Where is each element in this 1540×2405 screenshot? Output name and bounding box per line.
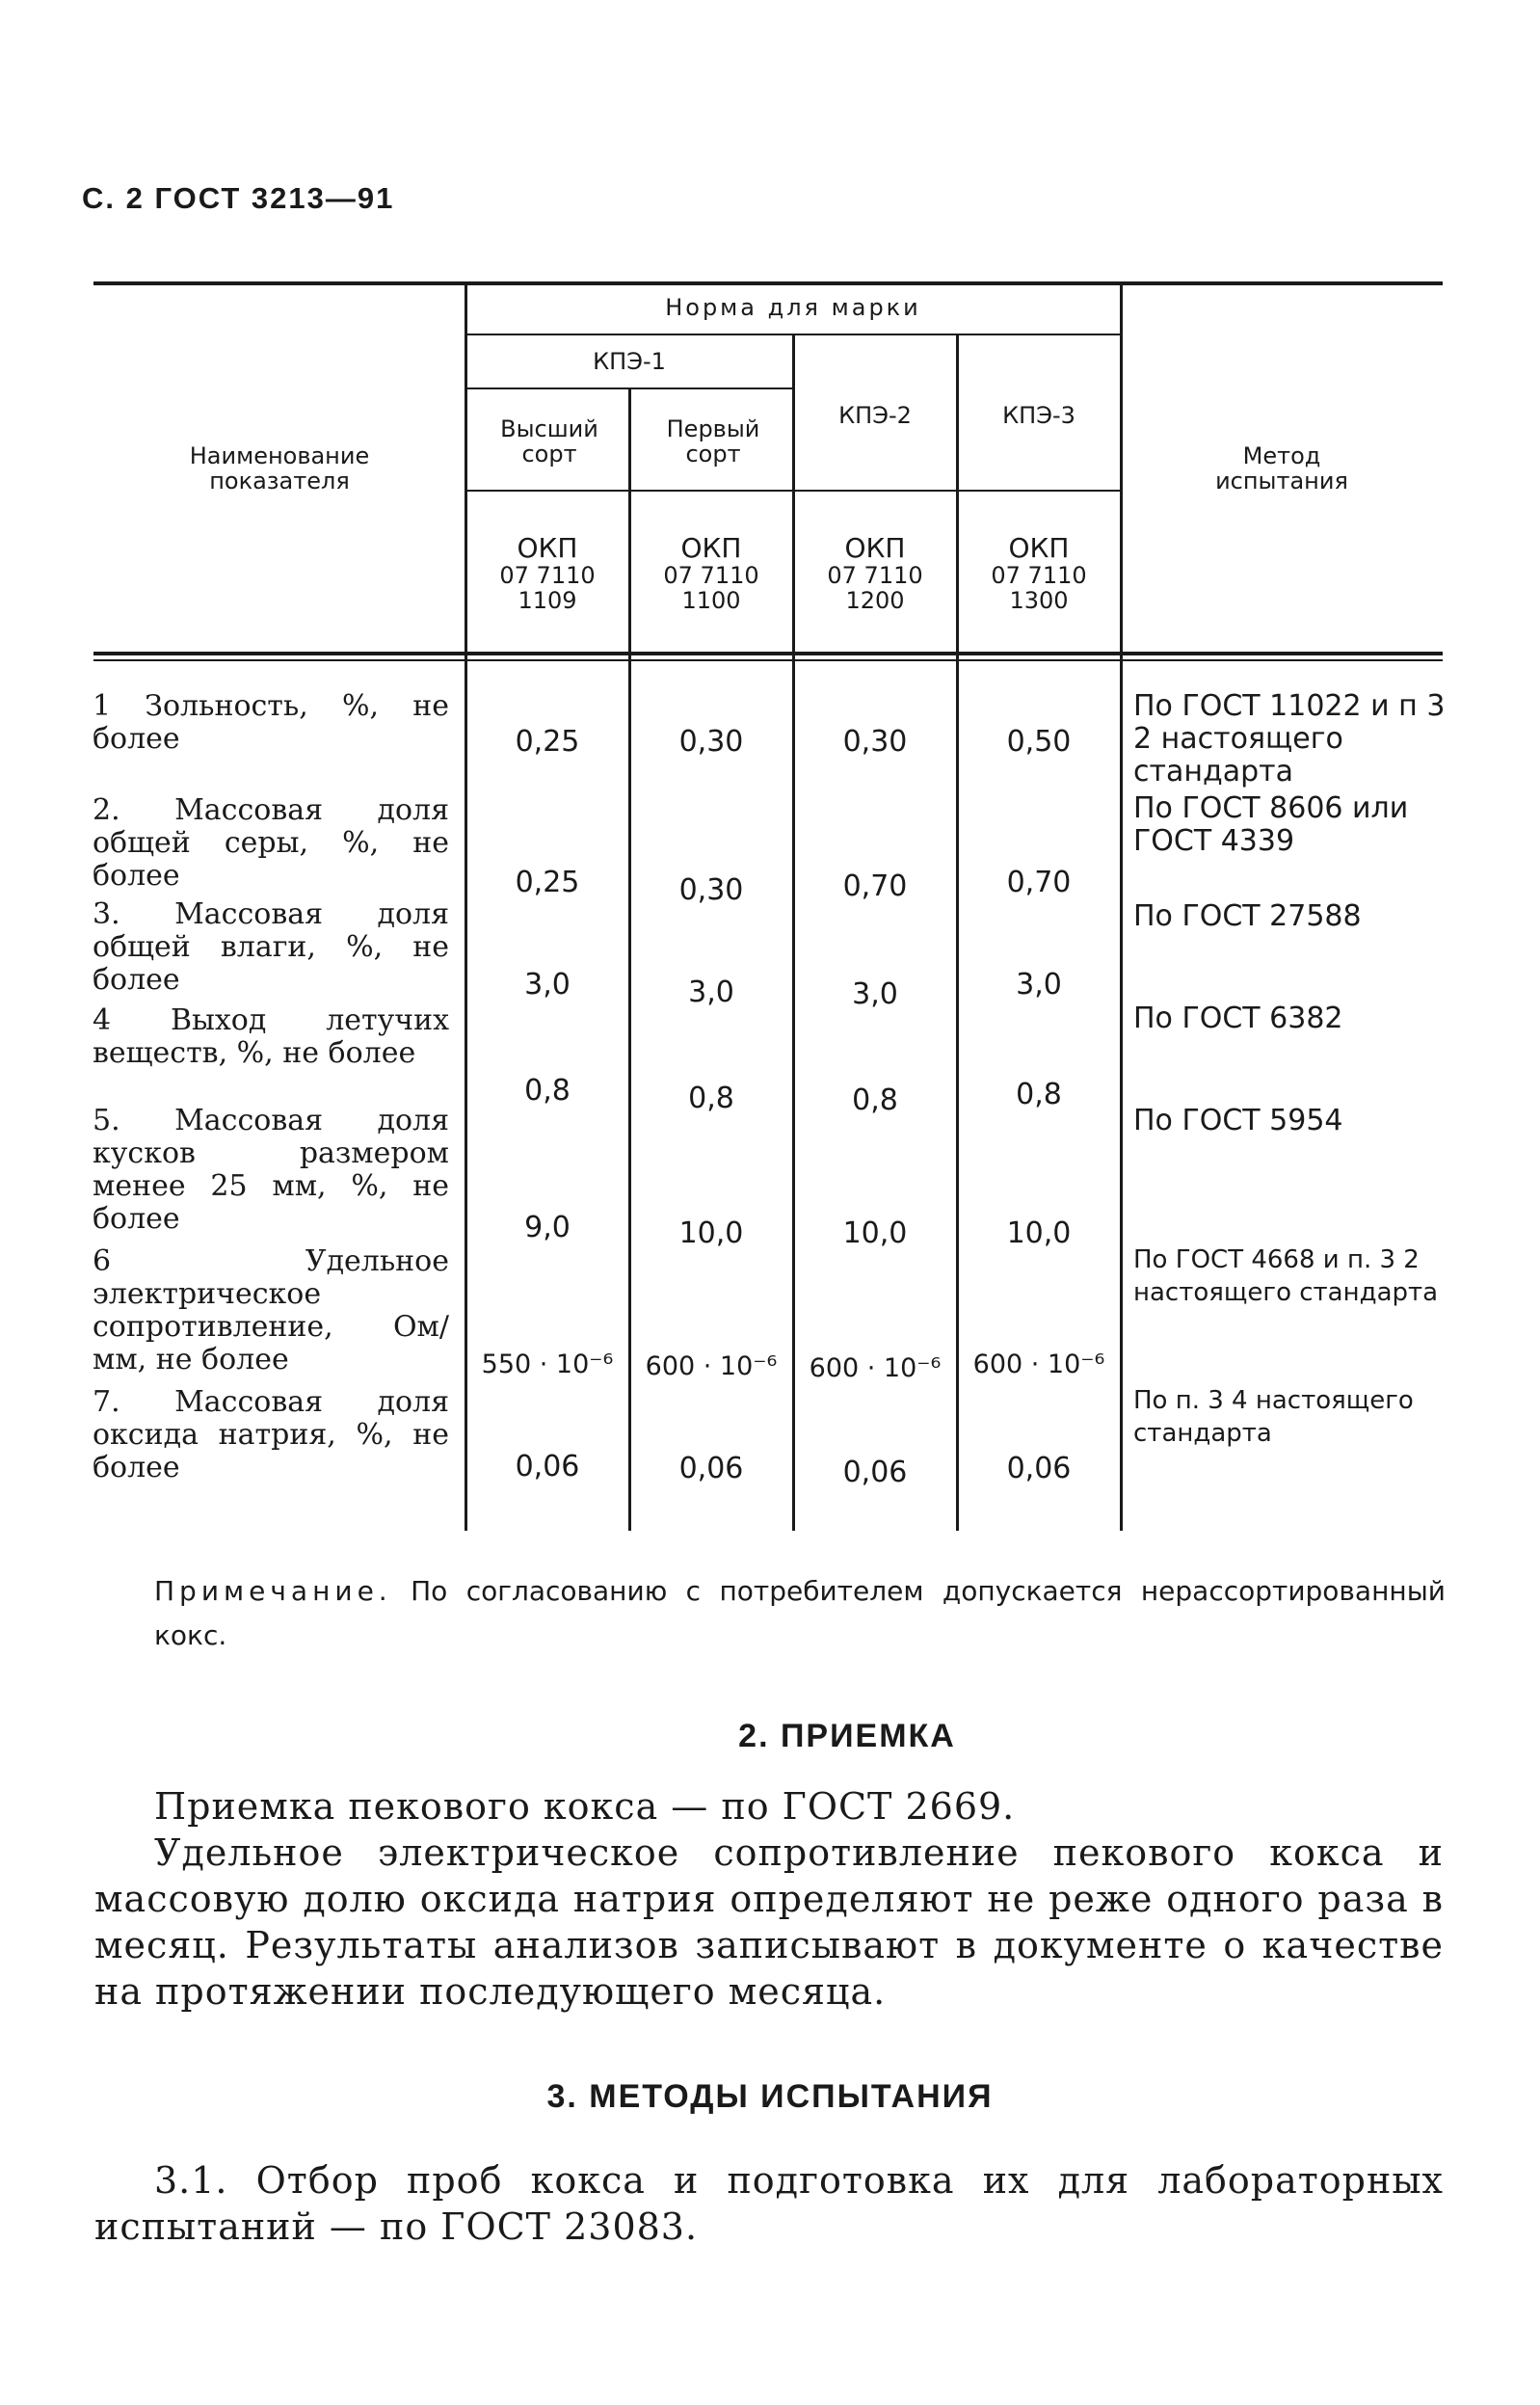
value-cell: 10,0 [678, 1216, 744, 1250]
note-text: По согласованию с потребителем допускается нерассортированный кокс. [154, 1575, 1446, 1651]
value-cell: 10,0 [842, 1216, 908, 1250]
value-cell: 0,70 [1006, 866, 1072, 899]
method-cell: По ГОСТ 6382 [1133, 1002, 1343, 1035]
value-cell: 0,30 [678, 873, 744, 907]
value-cell: 0,8 [852, 1083, 898, 1117]
paragraph: Удельное электрическое сопротивление пекового кокса и массовую долю оксида натрия определяют не реже одного раза в месяц. Результаты анализов записывают в документе о качестве на протяжении последующего месяца. [94, 1831, 1444, 2013]
indicator-name: 2. Массовая доля общей серы, %, не более [93, 793, 449, 893]
col-divider-1 [465, 285, 467, 1531]
value-cell: 0,06 [1006, 1452, 1072, 1485]
value-cell: 0,30 [678, 725, 744, 759]
indicator-name: 5. Массовая доля кусков размером менее 25 мм, %, не более [93, 1104, 449, 1236]
table-top-rule [93, 281, 1443, 285]
value-cell: 3,0 [688, 975, 734, 1009]
value-cell: 3,0 [1016, 968, 1062, 1002]
note-label: Примечание. [154, 1575, 392, 1607]
paragraph: Приемка пекового кокса — по ГОСТ 2669. [154, 1785, 1016, 1828]
value-cell: 3,0 [524, 968, 571, 1002]
method-cell: По ГОСТ 5954 [1133, 1104, 1343, 1137]
okp-code: 07 7110 [827, 562, 923, 589]
paragraph: 3.1. Отбор проб кокса и подготовка их для лабораторных испытаний — по ГОСТ 23083. [94, 2159, 1444, 2248]
value-cell: 600 · 10⁻⁶ [645, 1351, 778, 1381]
value-cell: 0,06 [842, 1456, 908, 1489]
value-cell: 0,25 [515, 725, 580, 759]
value-cell: 3,0 [852, 977, 898, 1011]
okp-code: 07 7110 [499, 562, 596, 589]
grade-kpe2: КПЭ-2 [838, 402, 912, 429]
header-bottom-rule [93, 652, 1443, 655]
indicator-name: 7. Массовая доля оксида натрия, %, не более [93, 1385, 449, 1484]
indicator-name: 3. Массовая доля общей влаги, %, не более [93, 897, 449, 997]
grade-kpe1: КПЭ-1 [593, 348, 666, 375]
okp-num: 1100 [681, 587, 741, 614]
value-cell: 0,8 [1016, 1078, 1062, 1111]
col-indicator-header: Наименование показателя [189, 442, 370, 494]
grade-kpe3: КПЭ-3 [1002, 402, 1075, 429]
value-cell: 600 · 10⁻⁶ [809, 1353, 942, 1383]
value-cell: 0,8 [688, 1082, 734, 1115]
okp-label: ОКП [844, 532, 906, 564]
section-title-test-methods: 3. МЕТОДЫ ИСПЫТАНИЯ [546, 2078, 994, 2115]
header-bottom-rule-2 [93, 659, 1443, 661]
value-cell: 0,70 [842, 869, 908, 903]
okp-num: 1109 [518, 587, 577, 614]
method-cell: По ГОСТ 11022 и п 3 2 настоящего стандарта [1133, 689, 1446, 788]
okp-label: ОКП [517, 532, 578, 564]
okp-cell [794, 534, 956, 613]
indicator-name: 4 Выход летучих веществ, %, не более [93, 1003, 449, 1070]
value-cell: 0,06 [515, 1450, 580, 1483]
okp-label: ОКП [1008, 532, 1070, 564]
sort-first: Первый сорт [666, 415, 760, 468]
value-cell: 0,30 [842, 725, 908, 759]
value-cell: 0,50 [1006, 725, 1072, 759]
col-method-header: Метод испытания [1215, 442, 1348, 494]
method-cell: По ГОСТ 27588 [1133, 899, 1362, 933]
sort-higher: Высший сорт [500, 415, 598, 468]
value-cell: 0,25 [515, 866, 580, 899]
col-divider-5 [1120, 285, 1123, 1531]
okp-num: 1200 [845, 587, 905, 614]
okp-cell [466, 534, 628, 613]
method-cell: По п. 3 4 настоящего стандарта [1133, 1386, 1414, 1448]
col-divider-3 [792, 334, 795, 1531]
norm-title: Норма для марки [665, 294, 921, 321]
okp-code: 07 7110 [663, 562, 759, 589]
method-cell: По ГОСТ 4668 и п. 3 2 настоящего стандарта [1133, 1245, 1439, 1307]
okp-cell [958, 534, 1120, 613]
okp-num: 1300 [1009, 587, 1069, 614]
page-header: С. 2 ГОСТ 3213—91 [82, 181, 395, 215]
method-cell: По ГОСТ 8606 или ГОСТ 4339 [1133, 791, 1409, 858]
value-cell: 0,8 [524, 1074, 571, 1108]
indicator-name: 6 Удельное электрическое сопротивление, Ом/мм, не более [93, 1244, 449, 1376]
value-cell: 9,0 [524, 1211, 571, 1244]
value-cell: 550 · 10⁻⁶ [481, 1349, 614, 1379]
okp-code: 07 7110 [991, 562, 1087, 589]
value-cell: 0,06 [678, 1452, 744, 1485]
table-note [154, 1569, 1446, 1658]
indicator-name: 1 Зольность, %, не более [93, 689, 449, 756]
value-cell: 10,0 [1006, 1216, 1072, 1250]
okp-label: ОКП [680, 532, 742, 564]
okp-cell [630, 534, 792, 613]
value-cell: 600 · 10⁻⁶ [972, 1349, 1105, 1379]
section-title-acceptance: 2. ПРИЕМКА [738, 1718, 956, 1754]
